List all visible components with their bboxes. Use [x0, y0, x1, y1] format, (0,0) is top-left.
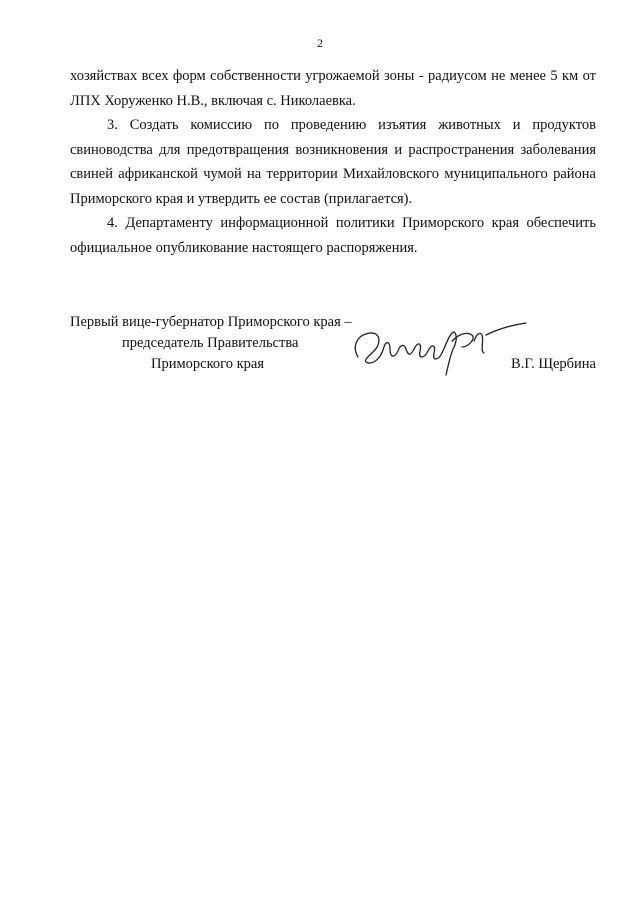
signer-position-line-2: председатель Правительства: [122, 335, 299, 351]
document-body: [70, 64, 596, 260]
signature-strokes: [355, 323, 526, 375]
continuation-paragraph: хозяйствах всех форм собственности угрожаемой зоны - радиусом не менее 5 км от ЛПХ Хоруженко Н.В., включая с. Николаевка.: [70, 68, 596, 109]
paragraph-item-3: 3. Создать комиссию по проведению изъятия животных и продуктов свиноводства для предотвращения возникновения и распространения заболевания свиней африканской чумой на территории Михайловского муниципального района Приморского края и утвердить ее состав (прилагается).: [70, 117, 596, 207]
signature-block: [70, 311, 596, 381]
page-number: 2: [317, 36, 323, 50]
signer-position-line-1: Первый вице-губернатор Приморского края –: [70, 314, 352, 330]
handwritten-signature-icon: [348, 317, 528, 379]
signer-name: В.Г. Щербина: [511, 356, 596, 372]
signer-position-line-3: Приморского края: [151, 356, 265, 372]
paragraph-item-4: 4. Департаменту информационной политики Приморского края обеспечить официальное опубликование настоящего распоряжения.: [70, 215, 596, 256]
